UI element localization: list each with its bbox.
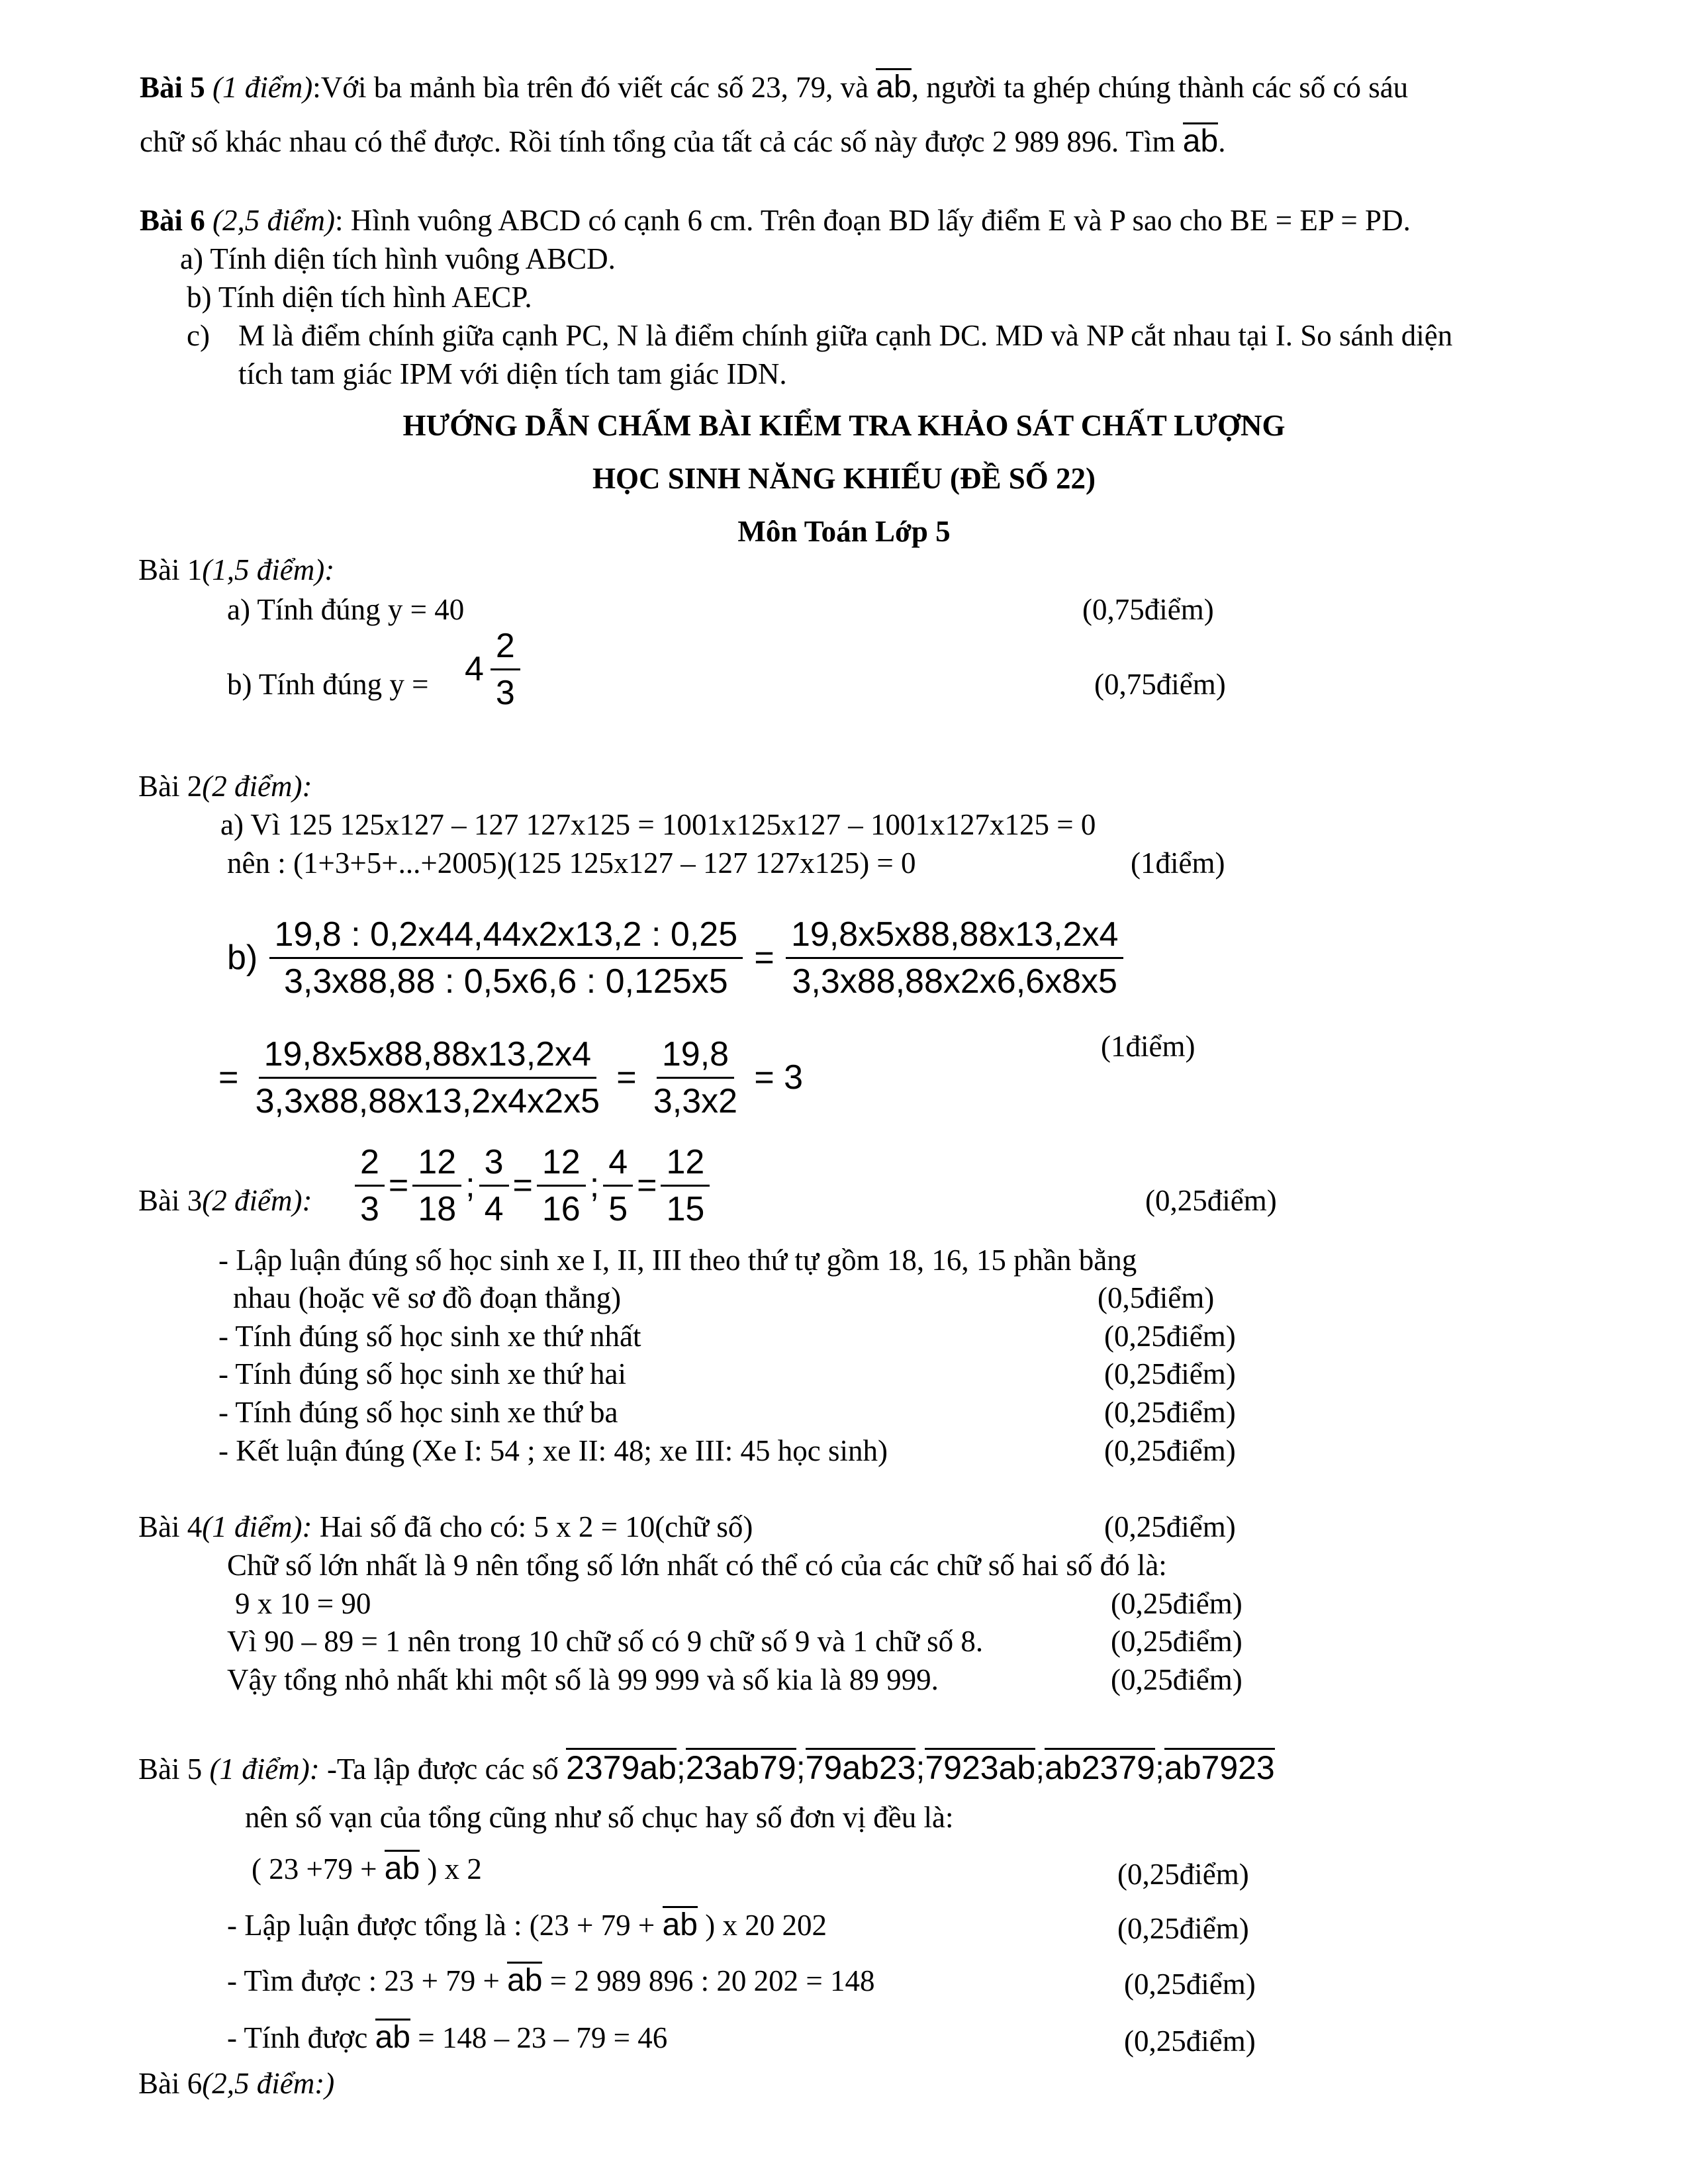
bai3-fractions <box>351 1145 714 1226</box>
overline-number: 2379ab <box>566 1749 677 1786</box>
equals-sign: = <box>388 1166 409 1205</box>
bai5-text-b: , người ta ghép chúng thành các số có sáu <box>911 71 1409 104</box>
bai3-l1a: - Lập luận đúng số học sinh xe I, II, III theo thứ tự gồm 18, 16, 15 phần bằng <box>218 1244 1137 1277</box>
separator: ; <box>676 1749 686 1786</box>
bai2-f4-num: 19,8 <box>657 1037 734 1079</box>
bai3-l2: - Tính đúng số học sinh xe thứ nhất <box>218 1320 641 1353</box>
bai3-s4: (0,25điểm) <box>1104 1396 1236 1429</box>
bai4-l2: Chữ số lớn nhất là 9 nên tổng số lớn nhất có thể có của các chữ số hai số đó là: <box>227 1549 1167 1582</box>
bai1-points: (1,5 điểm): <box>202 553 335 586</box>
bai2-result: = 3 <box>754 1058 804 1097</box>
bai3-label: Bài 3 <box>138 1184 203 1217</box>
separator: ; <box>589 1166 600 1205</box>
bai4-heading <box>138 1508 753 1545</box>
overline-number: ab7923 <box>1164 1749 1275 1786</box>
equals-sign: = <box>637 1166 657 1205</box>
bai4-s3: (0,25điểm) <box>1111 1587 1243 1620</box>
problem-bai5-line2 <box>140 122 1225 160</box>
separator: ; <box>465 1166 475 1205</box>
bai5-l4 <box>227 1906 827 1944</box>
bai2-f2-num: 19,8x5x88,88x13,2x4 <box>786 917 1123 959</box>
bai5-l6 <box>227 2019 667 2056</box>
bai5-line2: chữ số khác nhau có thể được. Rồi tính tổng của tất cả các số này được 2 989 896. Tìm <box>140 125 1176 158</box>
bai1-b-denominator: 3 <box>495 674 515 712</box>
bai6-part-b: b) Tính diện tích hình AECP. <box>187 281 532 314</box>
bai2-a2: nên : (1+3+5+...+2005)(125 125x127 – 127 127x125) = 0 <box>227 846 916 880</box>
bai1-a: a) Tính đúng y = 40 <box>227 593 465 626</box>
ab-overline: ab <box>662 1907 698 1942</box>
frac-den: 3 <box>360 1190 379 1228</box>
bai6-part-a: a) Tính diện tích hình vuông ABCD. <box>180 242 616 275</box>
bai4-l5: Vậy tổng nhỏ nhất khi một số là 99 999 và số kia là 89 999. <box>227 1663 939 1696</box>
frac-num: 12 <box>537 1145 586 1187</box>
bai6-part-c-label: c) <box>187 319 210 352</box>
bai4-l3: 9 x 10 = 90 <box>235 1587 371 1620</box>
bai5-s4: (0,25điểm) <box>1117 1912 1249 1945</box>
bai5-l6a: - Tính được <box>227 2021 368 2054</box>
equals-sign: = <box>616 1058 637 1097</box>
bai5-label: Bài 5 <box>140 71 205 104</box>
bai2-b-line1 <box>227 917 1127 999</box>
separator: ; <box>915 1749 925 1786</box>
bai5-text-a: :Với ba mảnh bìa trên đó viết các số 23, 79, và <box>312 71 869 104</box>
bai2-b-line2 <box>218 1037 803 1118</box>
bai5-l5a: - Tìm được : 23 + 79 + <box>227 1964 500 1997</box>
bai6-heading <box>138 2065 334 2102</box>
bai4-l1: Hai số đã cho có: 5 x 2 = 10(chữ số) <box>312 1510 753 1543</box>
bai5-l3 <box>252 1850 482 1888</box>
bai6-points: (2,5 điểm) <box>212 204 335 237</box>
bai2-f2-den: 3,3x88,88x2x6,6x8x5 <box>792 962 1117 1001</box>
bai5-l3a: ( 23 +79 + <box>252 1852 377 1886</box>
ab-overline: ab <box>384 1851 420 1886</box>
period: . <box>1218 125 1226 158</box>
bai5-points: (1 điểm) <box>212 71 313 104</box>
bai5-l4b: ) x 20 202 <box>705 1909 827 1942</box>
frac-den: 18 <box>418 1190 457 1228</box>
bai3-s3: (0,25điểm) <box>1104 1357 1236 1390</box>
bai4-l4: Vì 90 – 89 = 1 nên trong 10 chữ số có 9 chữ số 9 và 1 chữ số 8. <box>227 1625 984 1658</box>
bai5-s3: (0,25điểm) <box>1117 1858 1249 1891</box>
overline-number: 79ab23 <box>805 1749 916 1786</box>
page-title-line3: Môn Toán Lớp 5 <box>737 515 951 548</box>
equals-sign: = <box>512 1166 533 1205</box>
bai3-s2: (0,25điểm) <box>1104 1320 1236 1353</box>
bai4-points: (1 điểm): <box>202 1510 312 1543</box>
frac-num: 12 <box>661 1145 710 1187</box>
page-title-line2: HỌC SINH NĂNG KHIẾU (ĐỀ SỐ 22) <box>592 462 1096 495</box>
bai4-s5: (0,25điểm) <box>1111 1663 1243 1696</box>
bai5-l3b: ) x 2 <box>427 1852 482 1886</box>
bai2-f4-den: 3,3x2 <box>653 1082 738 1120</box>
problem-bai6-line <box>140 202 1411 239</box>
bai2-b-label: b) <box>227 938 258 977</box>
bai1-b-whole: 4 <box>465 650 484 688</box>
frac-num: 2 <box>355 1145 385 1187</box>
bai6-part-c-line2: tích tam giác IPM với diện tích tam giác IDN. <box>238 357 787 390</box>
separator: ; <box>796 1749 806 1786</box>
equals-sign: = <box>218 1058 239 1097</box>
bai6-part-c-line1: M là điểm chính giữa cạnh PC, N là điểm chính giữa cạnh DC. MD và NP cắt nhau tại I. So sánh diện <box>238 319 1453 352</box>
bai2-f1-num: 19,8 : 0,2x44,44x2x13,2 : 0,25 <box>269 917 743 959</box>
bai2-a1: a) Vì 125 125x127 – 127 127x125 = 1001x125x127 – 1001x127x125 = 0 <box>220 808 1096 841</box>
frac-num: 4 <box>603 1145 633 1187</box>
bai1-b-score: (0,75điểm) <box>1094 668 1226 701</box>
frac-den: 15 <box>666 1190 705 1228</box>
bai2-a-score: (1điểm) <box>1131 846 1225 880</box>
bai3-points: (2 điểm): <box>202 1184 312 1217</box>
problem-bai5-line1 <box>140 68 1408 106</box>
bai5-l5b: = 2 989 896 : 20 202 = 148 <box>549 1964 875 1997</box>
bai2-b-score: (1điểm) <box>1101 1030 1196 1063</box>
bai5-heading <box>138 1747 1275 1789</box>
bai5-l2: nên số vạn của tổng cũng như số chục hay số đơn vị đều là: <box>245 1801 954 1834</box>
ab-overline: ab <box>876 69 912 105</box>
bai3-score0: (0,25điểm) <box>1145 1184 1277 1217</box>
bai5-l5 <box>227 1962 875 1999</box>
frac-den: 16 <box>541 1190 581 1228</box>
bai2-f3-den: 3,3x88,88x13,2x4x2x5 <box>255 1082 600 1120</box>
bai4-s4: (0,25điểm) <box>1111 1625 1243 1658</box>
bai2-points: (2 điểm): <box>202 770 312 803</box>
bai5-s5: (0,25điểm) <box>1124 1968 1256 2001</box>
bai3-heading <box>138 1182 312 1219</box>
bai2-heading <box>138 768 312 805</box>
ab-overline: ab <box>1182 124 1219 159</box>
bai3-l4: - Tính đúng số học sinh xe thứ ba <box>218 1396 618 1429</box>
bai2-f1-den: 3,3x88,88 : 0,5x6,6 : 0,125x5 <box>283 962 728 1001</box>
bai5-l4a: - Lập luận được tổng là : (23 + 79 + <box>227 1909 655 1942</box>
bai1-b-numerator: 2 <box>491 629 520 670</box>
bai4-label: Bài 4 <box>138 1510 203 1543</box>
frac-num: 3 <box>479 1145 509 1187</box>
overline-number: 23ab79 <box>685 1749 796 1786</box>
frac-num: 12 <box>412 1145 461 1187</box>
bai5-s6: (0,25điểm) <box>1124 2025 1256 2058</box>
ab-overline: ab <box>375 2020 410 2055</box>
bai1-b-mixed-number <box>465 629 524 710</box>
bai3-s5: (0,25điểm) <box>1104 1434 1236 1467</box>
bai2-f3-num: 19,8x5x88,88x13,2x4 <box>259 1037 596 1079</box>
page-title-line1: HƯỚNG DẪN CHẤM BÀI KIỂM TRA KHẢO SÁT CHẤT LƯỢNG <box>402 409 1286 442</box>
bai4-s1: (0,25điểm) <box>1104 1510 1236 1543</box>
separator: ; <box>1154 1749 1164 1786</box>
bai6-label: Bài 6 <box>140 204 205 237</box>
bai6-text: : Hình vuông ABCD có cạnh 6 cm. Trên đoạn BD lấy điểm E và P sao cho BE = EP = PD. <box>334 204 1411 237</box>
overline-number: ab2379 <box>1045 1749 1155 1786</box>
bai1-heading <box>138 551 334 588</box>
frac-den: 4 <box>484 1190 504 1228</box>
bai5-l6b: = 148 – 23 – 79 = 46 <box>418 2021 668 2054</box>
bai6-points: (2,5 điểm:) <box>202 2067 335 2100</box>
frac-den: 5 <box>608 1190 628 1228</box>
bai1-b: b) Tính đúng y = <box>227 668 429 701</box>
bai5-points: (1 điểm): <box>209 1752 320 1786</box>
bai5-label: Bài 5 <box>138 1752 203 1786</box>
bai3-l1b: nhau (hoặc vẽ sơ đồ đoạn thẳng) <box>233 1281 622 1314</box>
bai3-l3: - Tính đúng số học sinh xe thứ hai <box>218 1357 627 1390</box>
bai1-a-score: (0,75điểm) <box>1082 593 1214 626</box>
bai1-label: Bài 1 <box>138 553 203 586</box>
equals-sign: = <box>754 938 774 977</box>
bai5-intro: -Ta lập được các số <box>319 1752 559 1786</box>
overline-number: 7923ab <box>925 1749 1036 1786</box>
separator: ; <box>1035 1749 1045 1786</box>
bai6-label: Bài 6 <box>138 2067 203 2100</box>
bai2-label: Bài 2 <box>138 770 203 803</box>
bai3-s1: (0,5điểm) <box>1098 1281 1215 1314</box>
ab-overline: ab <box>507 1963 543 1998</box>
bai3-l5: - Kết luận đúng (Xe I: 54 ; xe II: 48; xe III: 45 học sinh) <box>218 1434 888 1467</box>
